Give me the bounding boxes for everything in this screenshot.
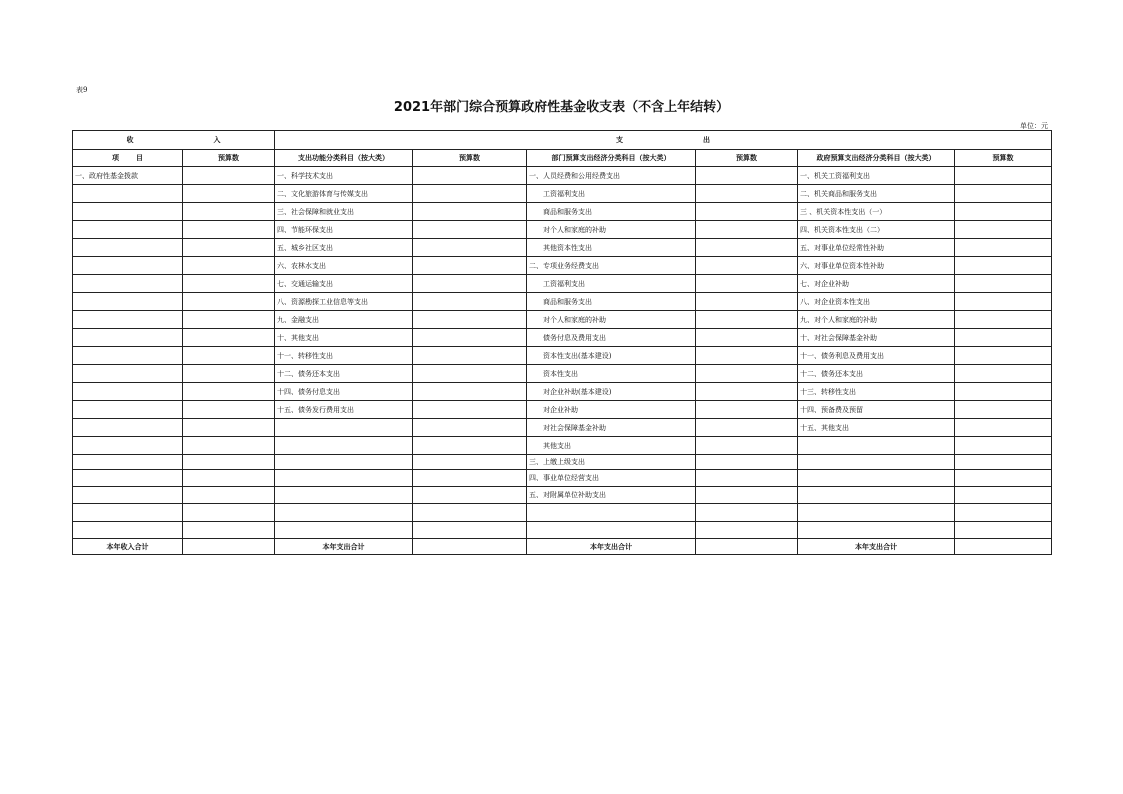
dept-econ-class-cell	[527, 522, 696, 539]
func-class-cell: 五、城乡社区支出	[275, 239, 413, 257]
income-budget-cell	[183, 311, 275, 329]
func-class-cell: 十一、转移性支出	[275, 347, 413, 365]
col-header-item: 项 目	[73, 150, 183, 167]
func-budget-cell	[413, 365, 527, 383]
dept-econ-class-cell: 工资福利支出	[527, 275, 696, 293]
func-budget-cell	[413, 293, 527, 311]
income-item-cell	[73, 203, 183, 221]
table-row	[73, 185, 1052, 203]
gov-econ-class-cell	[798, 487, 955, 504]
dept-econ-class-cell: 一、人员经费和公用经费支出	[527, 167, 696, 185]
func-class-cell	[275, 419, 413, 437]
gov-econ-class-cell: 七、对企业补助	[798, 275, 955, 293]
func-class-cell: 十二、债务还本支出	[275, 365, 413, 383]
func-class-cell	[275, 455, 413, 470]
dept-budget-cell	[696, 383, 798, 401]
dept-budget-cell	[696, 311, 798, 329]
gov-econ-class-cell: 十三、转移性支出	[798, 383, 955, 401]
income-budget-cell	[183, 293, 275, 311]
dept-econ-class-cell: 债务付息及费用支出	[527, 329, 696, 347]
income-budget-cell	[183, 522, 275, 539]
gov-budget-cell	[955, 365, 1052, 383]
income-item-cell	[73, 419, 183, 437]
gov-budget-cell	[955, 383, 1052, 401]
gov-budget-cell	[955, 522, 1052, 539]
table-row	[73, 470, 1052, 487]
income-item-cell	[73, 185, 183, 203]
table-row	[73, 167, 1052, 185]
table-row	[73, 437, 1052, 455]
gov-econ-class-cell: 十二、债务还本支出	[798, 365, 955, 383]
func-class-cell: 一、科学技术支出	[275, 167, 413, 185]
table-number: 表9	[76, 86, 88, 94]
func-class-cell: 九、金融支出	[275, 311, 413, 329]
income-budget-cell	[183, 329, 275, 347]
gov-budget-cell	[955, 239, 1052, 257]
income-item-cell	[73, 329, 183, 347]
dept-budget-cell	[696, 419, 798, 437]
table-row	[73, 401, 1052, 419]
table-row	[73, 487, 1052, 504]
gov-budget-cell	[955, 470, 1052, 487]
income-budget-cell	[183, 401, 275, 419]
func-class-cell	[275, 504, 413, 522]
dept-total-value	[696, 539, 798, 555]
dept-budget-cell	[696, 487, 798, 504]
gov-budget-cell	[955, 293, 1052, 311]
income-item-cell	[73, 487, 183, 504]
dept-econ-class-cell: 对企业补助(基本建设)	[527, 383, 696, 401]
dept-econ-class-cell: 其他支出	[527, 437, 696, 455]
income-budget-cell	[183, 470, 275, 487]
dept-econ-class-cell: 商品和服务支出	[527, 203, 696, 221]
func-class-cell: 十五、债务发行费用支出	[275, 401, 413, 419]
gov-econ-class-cell: 十五、其他支出	[798, 419, 955, 437]
income-item-cell	[73, 293, 183, 311]
income-budget-cell	[183, 383, 275, 401]
func-class-cell: 八、资源勘探工业信息等支出	[275, 293, 413, 311]
table-row	[73, 293, 1052, 311]
dept-budget-cell	[696, 167, 798, 185]
table-row	[73, 504, 1052, 522]
func-budget-cell	[413, 311, 527, 329]
dept-econ-class-cell: 二、专项业务经费支出	[527, 257, 696, 275]
col-header-budget: 预算数	[696, 150, 798, 167]
gov-econ-class-cell: 八、对企业资本性支出	[798, 293, 955, 311]
dept-budget-cell	[696, 275, 798, 293]
income-budget-cell	[183, 257, 275, 275]
table-row	[73, 365, 1052, 383]
func-budget-cell	[413, 437, 527, 455]
gov-econ-class-cell: 十一、债务利息及费用支出	[798, 347, 955, 365]
func-budget-cell	[413, 522, 527, 539]
gov-econ-class-cell: 四、机关资本性支出（二）	[798, 221, 955, 239]
gov-budget-cell	[955, 487, 1052, 504]
income-item-cell	[73, 239, 183, 257]
dept-budget-cell	[696, 293, 798, 311]
gov-budget-cell	[955, 419, 1052, 437]
gov-econ-class-cell	[798, 504, 955, 522]
func-budget-cell	[413, 347, 527, 365]
func-budget-cell	[413, 257, 527, 275]
gov-budget-cell	[955, 455, 1052, 470]
table-row	[73, 257, 1052, 275]
dept-budget-cell	[696, 365, 798, 383]
func-class-cell	[275, 437, 413, 455]
gov-econ-class-cell	[798, 437, 955, 455]
income-item-cell	[73, 455, 183, 470]
table-row	[73, 275, 1052, 293]
gov-total-value	[955, 539, 1052, 555]
func-budget-cell	[413, 401, 527, 419]
gov-econ-class-cell	[798, 455, 955, 470]
income-budget-cell	[183, 221, 275, 239]
gov-budget-cell	[955, 504, 1052, 522]
income-item-cell	[73, 365, 183, 383]
func-class-cell: 三、社会保障和就业支出	[275, 203, 413, 221]
dept-econ-class-cell: 对个人和家庭的补助	[527, 311, 696, 329]
func-budget-cell	[413, 504, 527, 522]
func-budget-cell	[413, 487, 527, 504]
income-item-cell: 一、政府性基金拨款	[73, 167, 183, 185]
income-budget-cell	[183, 437, 275, 455]
gov-econ-class-cell: 十四、预备费及预留	[798, 401, 955, 419]
dept-budget-cell	[696, 203, 798, 221]
dept-econ-class-cell: 五、对附属单位补助支出	[527, 487, 696, 504]
income-item-cell	[73, 470, 183, 487]
dept-econ-class-cell: 对个人和家庭的补助	[527, 221, 696, 239]
section-header-row	[73, 131, 1052, 150]
func-class-cell: 十四、债务付息支出	[275, 383, 413, 401]
gov-budget-cell	[955, 203, 1052, 221]
gov-budget-cell	[955, 401, 1052, 419]
income-item-cell	[73, 522, 183, 539]
func-class-cell: 四、节能环保支出	[275, 221, 413, 239]
func-class-cell: 六、农林水支出	[275, 257, 413, 275]
income-item-cell	[73, 311, 183, 329]
dept-budget-cell	[696, 347, 798, 365]
income-budget-cell	[183, 455, 275, 470]
dept-econ-class-cell: 对企业补助	[527, 401, 696, 419]
dept-budget-cell	[696, 221, 798, 239]
income-section-header: 收 入	[73, 131, 275, 150]
expense-section-header: 支 出	[275, 131, 1052, 150]
gov-econ-class-cell	[798, 522, 955, 539]
gov-budget-cell	[955, 221, 1052, 239]
totals-row	[73, 539, 1052, 555]
gov-econ-class-cell: 九、对个人和家庭的补助	[798, 311, 955, 329]
func-budget-cell	[413, 383, 527, 401]
gov-budget-cell	[955, 275, 1052, 293]
budget-table	[72, 130, 1052, 555]
dept-budget-cell	[696, 522, 798, 539]
gov-econ-class-cell: 三 、机关资本性支出（一）	[798, 203, 955, 221]
dept-econ-class-cell: 三、上缴上级支出	[527, 455, 696, 470]
func-total-label: 本年支出合计	[275, 539, 413, 555]
gov-econ-class-cell: 一、机关工资福利支出	[798, 167, 955, 185]
col-header-gov-econ-class: 政府预算支出经济分类科目（按大类）	[798, 150, 955, 167]
dept-econ-class-cell: 工资福利支出	[527, 185, 696, 203]
table-row	[73, 203, 1052, 221]
func-budget-cell	[413, 185, 527, 203]
func-class-cell: 二、文化旅游体育与传媒支出	[275, 185, 413, 203]
col-header-budget: 预算数	[413, 150, 527, 167]
income-budget-cell	[183, 185, 275, 203]
income-budget-cell	[183, 167, 275, 185]
dept-budget-cell	[696, 455, 798, 470]
dept-econ-class-cell: 资本性支出(基本建设)	[527, 347, 696, 365]
gov-econ-class-cell: 五、对事业单位经常性补助	[798, 239, 955, 257]
gov-budget-cell	[955, 167, 1052, 185]
gov-econ-class-cell: 六、对事业单位资本性补助	[798, 257, 955, 275]
func-class-cell: 七、交通运输支出	[275, 275, 413, 293]
func-total-value	[413, 539, 527, 555]
income-budget-cell	[183, 419, 275, 437]
income-budget-cell	[183, 504, 275, 522]
dept-econ-class-cell: 对社会保障基金补助	[527, 419, 696, 437]
func-class-cell	[275, 487, 413, 504]
dept-budget-cell	[696, 470, 798, 487]
gov-econ-class-cell: 十、对社会保障基金补助	[798, 329, 955, 347]
page-title: 2021年部门综合预算政府性基金收支表（不含上年结转）	[393, 100, 730, 115]
func-budget-cell	[413, 455, 527, 470]
table-row	[73, 311, 1052, 329]
col-header-func-class: 支出功能分类科目（按大类）	[275, 150, 413, 167]
gov-econ-class-cell	[798, 470, 955, 487]
gov-econ-class-cell: 二、机关商品和服务支出	[798, 185, 955, 203]
column-header-row	[73, 150, 1052, 167]
gov-budget-cell	[955, 347, 1052, 365]
func-class-cell	[275, 522, 413, 539]
income-item-cell	[73, 401, 183, 419]
func-budget-cell	[413, 203, 527, 221]
table-row	[73, 329, 1052, 347]
func-class-cell: 十、其他支出	[275, 329, 413, 347]
table-row	[73, 455, 1052, 470]
gov-budget-cell	[955, 257, 1052, 275]
func-budget-cell	[413, 239, 527, 257]
func-budget-cell	[413, 275, 527, 293]
dept-budget-cell	[696, 185, 798, 203]
dept-budget-cell	[696, 401, 798, 419]
income-budget-cell	[183, 487, 275, 504]
dept-econ-class-cell: 资本性支出	[527, 365, 696, 383]
table-row	[73, 419, 1052, 437]
income-item-cell	[73, 257, 183, 275]
table-row	[73, 383, 1052, 401]
income-item-cell	[73, 383, 183, 401]
col-header-budget: 预算数	[955, 150, 1052, 167]
dept-budget-cell	[696, 239, 798, 257]
func-class-cell	[275, 470, 413, 487]
income-total-value	[183, 539, 275, 555]
gov-budget-cell	[955, 329, 1052, 347]
income-item-cell	[73, 221, 183, 239]
income-item-cell	[73, 275, 183, 293]
dept-econ-class-cell: 其他资本性支出	[527, 239, 696, 257]
func-budget-cell	[413, 167, 527, 185]
income-budget-cell	[183, 347, 275, 365]
gov-budget-cell	[955, 311, 1052, 329]
table-row	[73, 347, 1052, 365]
table-row	[73, 221, 1052, 239]
gov-budget-cell	[955, 185, 1052, 203]
income-budget-cell	[183, 275, 275, 293]
dept-econ-class-cell: 商品和服务支出	[527, 293, 696, 311]
income-item-cell	[73, 437, 183, 455]
col-header-budget: 预算数	[183, 150, 275, 167]
income-budget-cell	[183, 203, 275, 221]
dept-econ-class-cell: 四、事业单位经营支出	[527, 470, 696, 487]
dept-econ-class-cell	[527, 504, 696, 522]
income-total-label: 本年收入合计	[73, 539, 183, 555]
income-item-cell	[73, 504, 183, 522]
gov-budget-cell	[955, 437, 1052, 455]
dept-budget-cell	[696, 329, 798, 347]
func-budget-cell	[413, 470, 527, 487]
func-budget-cell	[413, 221, 527, 239]
dept-budget-cell	[696, 504, 798, 522]
income-item-cell	[73, 347, 183, 365]
col-header-dept-econ-class: 部门预算支出经济分类科目（按大类）	[527, 150, 696, 167]
table-row	[73, 522, 1052, 539]
dept-total-label: 本年支出合计	[527, 539, 696, 555]
table-row	[73, 239, 1052, 257]
func-budget-cell	[413, 329, 527, 347]
unit-label: 单位：元	[1020, 122, 1048, 130]
func-budget-cell	[413, 419, 527, 437]
income-budget-cell	[183, 365, 275, 383]
dept-budget-cell	[696, 437, 798, 455]
dept-budget-cell	[696, 257, 798, 275]
income-budget-cell	[183, 239, 275, 257]
gov-total-label: 本年支出合计	[798, 539, 955, 555]
